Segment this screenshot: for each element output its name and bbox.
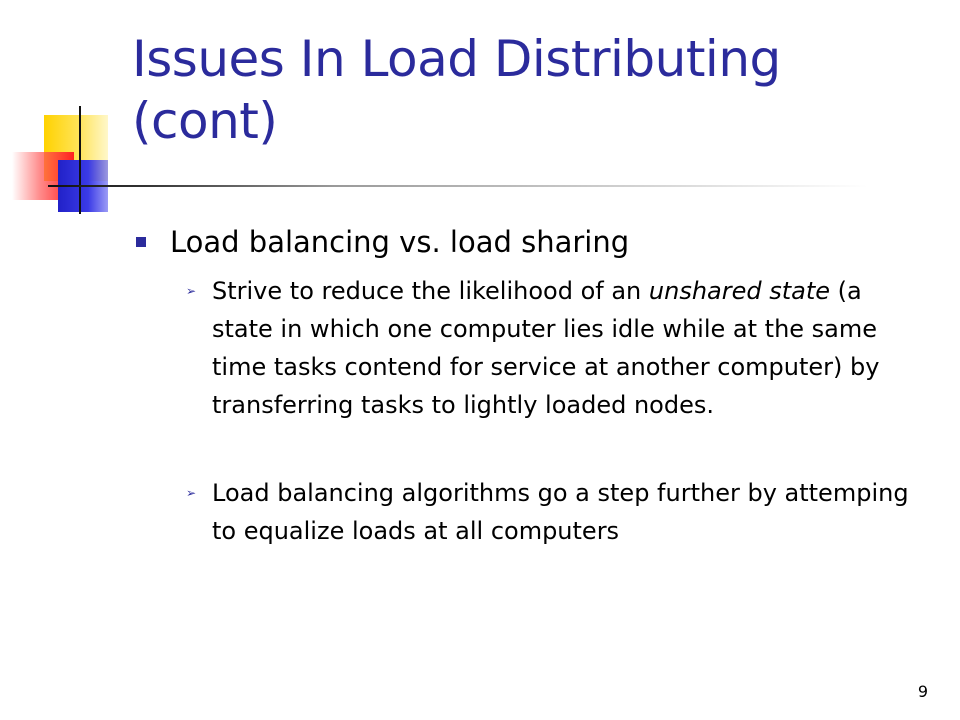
bullet-text: Load balancing vs. load sharing	[170, 225, 630, 259]
page-number: 9	[917, 682, 928, 701]
arrow-bullet-icon: ➢	[186, 284, 197, 298]
sub-bullet-emphasis: unshared state	[648, 277, 831, 305]
sub-bullet-text-before: Strive to reduce the likelihood of an	[212, 277, 649, 305]
sub-bullet-text	[212, 272, 912, 424]
sub-bullet-text: Load balancing algorithms go a step further by attemping to equalize loads at all computers	[212, 479, 909, 545]
square-bullet-icon	[136, 237, 146, 247]
slide-title: Issues In Load Distributing (cont)	[132, 30, 781, 150]
arrow-bullet-icon: ➢	[186, 486, 197, 500]
sub-bullet-text-after: (a state in which one computer lies idle while at the same time tasks contend for service at another computer) by transferring tasks to lightly loaded nodes.	[212, 277, 880, 419]
title-underline	[48, 185, 868, 187]
decorative-vertical-line	[79, 106, 81, 214]
